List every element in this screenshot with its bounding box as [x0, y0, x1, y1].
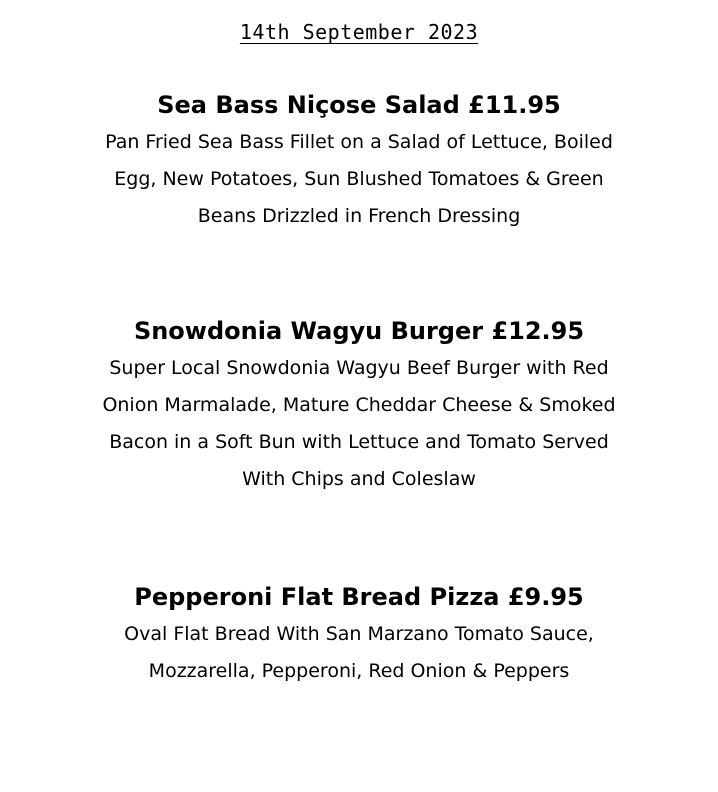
menu-item-sea-bass	[0, 88, 718, 235]
description-line: Bacon in a Soft Bun with Lettuce and Tomato Served	[109, 431, 609, 453]
menu-item-title: Sea Bass Niçose Salad £11.95	[157, 91, 561, 119]
menu-item-pepperoni-pizza	[0, 580, 718, 690]
menu-item-description	[0, 350, 718, 498]
description-line: With Chips and Coleslaw	[242, 468, 476, 490]
description-line: Egg, New Potatoes, Sun Blushed Tomatoes & Green	[114, 168, 604, 190]
menu-item-wagyu-burger	[0, 314, 718, 498]
menu-date	[0, 18, 718, 46]
description-line: Oval Flat Bread With San Marzano Tomato Sauce,	[124, 623, 594, 645]
description-line: Super Local Snowdonia Wagyu Beef Burger with Red	[109, 357, 609, 379]
description-line: Pan Fried Sea Bass Fillet on a Salad of Lettuce, Boiled	[105, 131, 613, 153]
menu-item-description	[0, 616, 718, 690]
description-line: Onion Marmalade, Mature Cheddar Cheese & Smoked	[102, 394, 616, 416]
menu-item-title: Snowdonia Wagyu Burger £12.95	[133, 317, 585, 345]
menu-date-text: 14th September 2023	[239, 20, 479, 44]
description-line: Mozzarella, Pepperoni, Red Onion & Peppers	[148, 660, 570, 682]
description-line: Beans Drizzled in French Dressing	[197, 205, 521, 227]
menu-item-title: Pepperoni Flat Bread Pizza £9.95	[134, 583, 584, 611]
menu-item-description	[0, 124, 718, 235]
